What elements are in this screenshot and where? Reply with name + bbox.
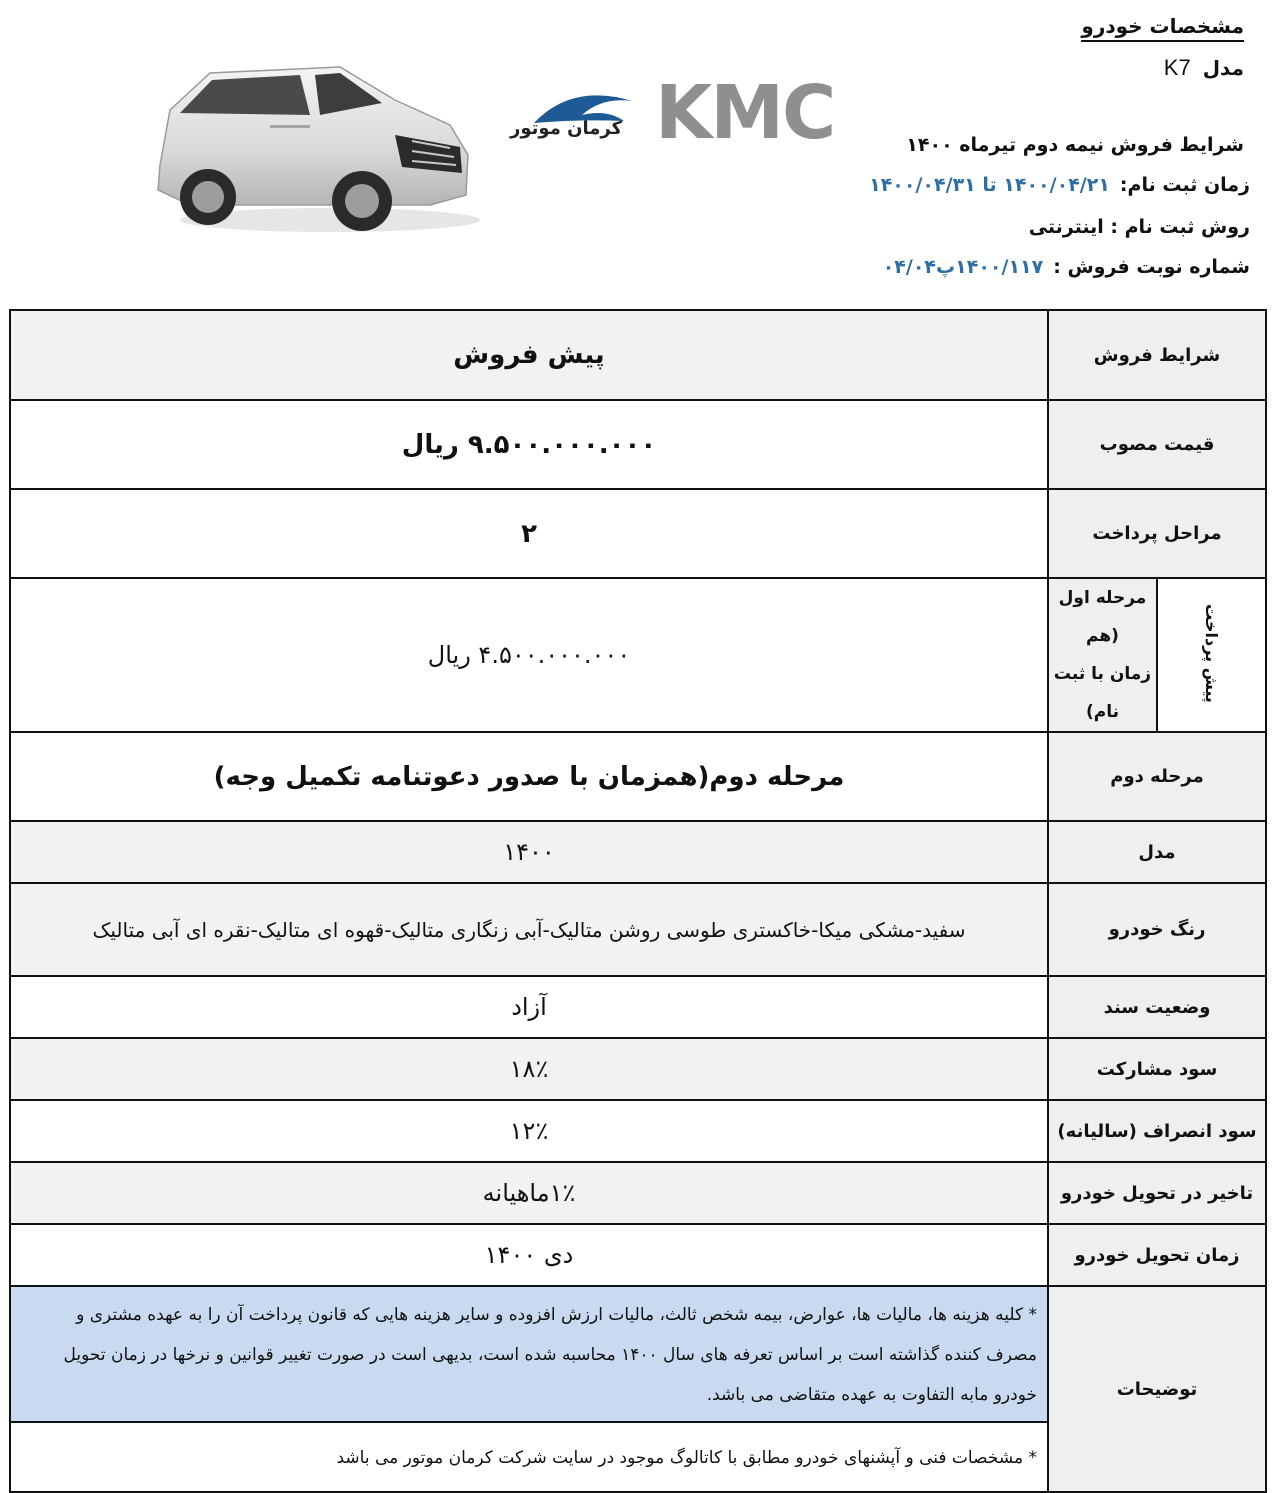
suv-car-image xyxy=(150,55,490,235)
cancel-value: ۱۲٪ xyxy=(10,1100,1048,1162)
table-row xyxy=(10,1038,1266,1100)
sale-type-label: شرایط فروش xyxy=(1048,310,1266,400)
model-year-label: مدل xyxy=(1048,821,1266,883)
sale-type-value: پیش فروش xyxy=(10,310,1048,400)
price-label: قیمت مصوب xyxy=(1048,400,1266,489)
delivery-value: دی ۱۴۰۰ xyxy=(10,1224,1048,1286)
price-value: ۹.۵۰۰.۰۰۰.۰۰۰ ریال xyxy=(10,400,1048,489)
stage2-value: مرحله دوم(همزمان با صدور دعوتنامه تکمیل وجه) xyxy=(10,732,1048,821)
stages-label: مراحل پرداخت xyxy=(1048,489,1266,578)
sale-conditions-table xyxy=(9,309,1267,1493)
model-year-value: ۱۴۰۰ xyxy=(10,821,1048,883)
table-row xyxy=(10,732,1266,821)
color-label: رنگ خودرو xyxy=(1048,883,1266,976)
table-row xyxy=(10,883,1266,976)
color-value: سفید-مشکی میکا-خاکستری طوسی روشن متالیک-آبی زنگاری متالیک-قهوه ای متالیک-نقره ای آبی متالیک xyxy=(10,883,1048,976)
model-value: K7 xyxy=(1163,55,1191,80)
table-row xyxy=(10,489,1266,578)
table-row xyxy=(10,578,1266,732)
table-row xyxy=(10,1100,1266,1162)
page-title: مشخصات خودرو xyxy=(1081,14,1244,42)
sale-conditions-title: شرایط فروش نیمه دوم تیرماه ۱۴۰۰ xyxy=(906,134,1244,156)
document-value: آزاد xyxy=(10,976,1048,1038)
sale-number-value: ۱۴۰۰/۱۱۷پ۰۴/۰۴ xyxy=(882,256,1044,278)
note-costs: * کلیه هزینه ها، مالیات ها، عوارض، بیمه شخص ثالث، مالیات ارزش افزوده و سایر هزینه هایی که قانون پرداخت آن را به عهده مشتری و مصرف کننده گذاشته است بر اساس تعرفه های سال ۱۴۰۰ محاسبه شده است، بدیهی است در صورت تغییر قوانین و نرخها در زمان تحویل خودرو مابه التفاوت به عهده متقاضی می باشد. xyxy=(10,1286,1048,1422)
brand-name-fa: کرمان موتور xyxy=(510,118,623,139)
profit-value: ۱۸٪ xyxy=(10,1038,1048,1100)
delay-value: ۱٪ماهیانه xyxy=(10,1162,1048,1224)
note-specs: * مشخصات فنی و آپشنهای خودرو مطابق با کاتالوگ موجود در سایت شرکت کرمان موتور می باشد xyxy=(10,1422,1048,1492)
registration-time-label: زمان ثبت نام: xyxy=(1119,174,1250,196)
table-row xyxy=(10,976,1266,1038)
sale-number xyxy=(883,256,1250,278)
profit-label: سود مشارکت xyxy=(1048,1038,1266,1100)
stage1-label-line1: مرحله اول (هم xyxy=(1058,588,1147,646)
table-row xyxy=(10,1162,1266,1224)
kmc-logo-text: KMC xyxy=(655,70,835,156)
prepayment-label-text: پیش پرداخت xyxy=(1202,603,1221,703)
model-label: مدل xyxy=(1202,56,1244,80)
table-row xyxy=(10,1224,1266,1286)
table-row xyxy=(10,310,1266,400)
stages-value: ۲ xyxy=(10,489,1048,578)
registration-time-value: ۱۴۰۰/۰۴/۲۱ تا ۱۴۰۰/۰۴/۳۱ xyxy=(869,174,1110,196)
registration-time xyxy=(869,174,1250,196)
prepayment-label xyxy=(1157,578,1266,732)
model-line xyxy=(1164,55,1244,81)
table-row xyxy=(10,821,1266,883)
document-label: وضعیت سند xyxy=(1048,976,1266,1038)
table-row xyxy=(10,1286,1266,1422)
notes-label: توضیحات xyxy=(1048,1286,1266,1492)
stage1-value: ۴.۵۰۰.۰۰۰.۰۰۰ ریال xyxy=(10,578,1048,732)
registration-method: روش ثبت نام : اینترنتی xyxy=(1028,216,1250,238)
delivery-label: زمان تحویل خودرو xyxy=(1048,1224,1266,1286)
sale-number-label: شماره نوبت فروش : xyxy=(1053,256,1250,278)
table-row xyxy=(10,400,1266,489)
stage1-label xyxy=(1048,578,1157,732)
cancel-label: سود انصراف (سالیانه) xyxy=(1048,1100,1266,1162)
stage2-label: مرحله دوم xyxy=(1048,732,1266,821)
delay-label: تاخیر در تحویل خودرو xyxy=(1048,1162,1266,1224)
stage1-label-line2: زمان با ثبت نام) xyxy=(1053,664,1152,722)
